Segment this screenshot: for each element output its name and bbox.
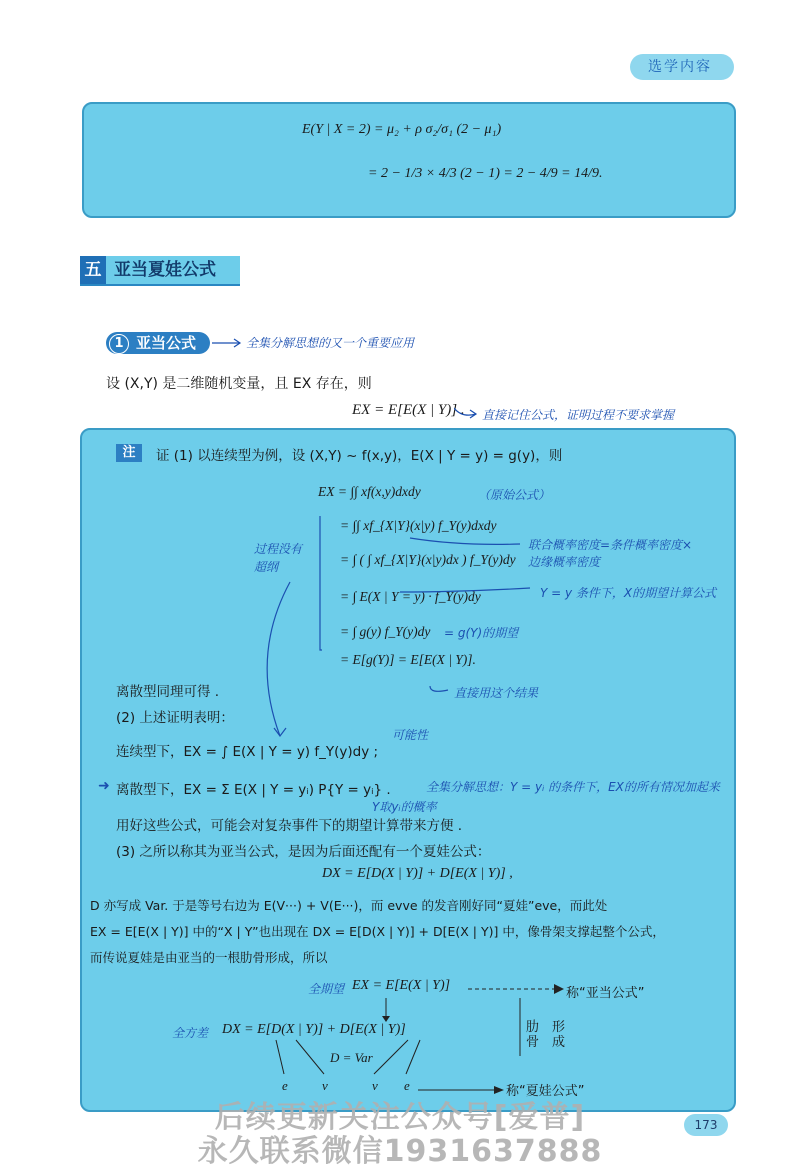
diagram-letter: v — [322, 1078, 328, 1093]
note-tag: 注 — [116, 444, 142, 462]
diagram-form: 形成 — [552, 1020, 566, 1050]
part3: (3) 之所以称其为亚当公式，是因为后面还配有一个夏娃公式： — [116, 844, 491, 860]
part2: (2) 上述证明表明： — [116, 710, 234, 726]
diagram-letter: e — [282, 1078, 288, 1093]
continuous-formula: 连续型下，EX = ∫ E(X | Y = y) f_Y(y)dy ; — [116, 744, 379, 760]
proof-line: = ∫ g(y) f_Y(y)dy — [340, 624, 431, 639]
diagram-dvar: D = Var — [330, 1050, 373, 1065]
note-mastery2: 超纲 — [254, 560, 279, 574]
note-gY: = g(Y)的期望 — [444, 626, 519, 640]
discrete-formula: 离散型下，EX = Σ E(X | Y = yᵢ) P{Y = yᵢ} . — [116, 782, 391, 798]
proof-line: = ∫∫ xf_{X|Y}(x|y) f_Y(y)dxdy — [340, 518, 497, 533]
diagram-total-exp: 全期望 — [308, 982, 345, 996]
note-joint2: 边缘概率密度 — [528, 555, 601, 569]
diagram-arrows — [250, 996, 550, 1088]
adam-formula: EX = E[E(X | Y)] . — [352, 402, 465, 418]
explain-line: D 亦写成 Var. 于是等号右边为 E(V···) + V(E···)，而 evve 的发音刚好同“夏娃”eve，而此处 — [90, 898, 608, 913]
annotation-arrows — [230, 496, 540, 746]
subsection-number: 1 — [109, 334, 129, 354]
eve-formula: DX = E[D(X | Y)] + D[E(X | Y)] , — [322, 866, 513, 881]
section-title — [80, 256, 240, 286]
note-joint: 联合概率密度=条件概率密度× — [528, 538, 693, 552]
diagram-adam-name: 称“亚当公式” — [566, 986, 645, 1001]
box1-line1: E(Y | X = 2) = μ₂ + ρ σ₂/σ₁ (2 − μ₁) — [302, 122, 502, 137]
diagram-letter: e — [404, 1078, 410, 1093]
watermark-line1: 后续更新关注公众号[爱普] — [214, 1100, 586, 1135]
example-result-box — [82, 102, 736, 218]
section-number: 五 — [80, 256, 106, 284]
subsection-title — [106, 332, 210, 354]
intro-note: 直接记住公式，证明过程不要求掌握 — [482, 408, 675, 422]
subsection-note: 全集分解思想的又一个重要应用 — [246, 336, 415, 350]
note-possible: 可能性 — [392, 728, 429, 742]
diagram-eve-formula: DX = E[D(X | Y)] + D[E(X | Y)] — [222, 1022, 406, 1037]
diagram-eve-name: 称“夏娃公式” — [506, 1084, 585, 1099]
use-text: 用好这些公式，可能会对复杂事件下的期望计算带来方便 . — [116, 818, 463, 834]
proof-line: EX = ∫∫ xf(x,y)dxdy — [318, 484, 421, 499]
intro-text: 设 (X,Y) 是二维随机变量，且 EX 存在，则 — [106, 376, 372, 392]
subsection-title-text: 亚当公式 — [136, 334, 197, 352]
note-original: （原始公式） — [478, 488, 551, 502]
proof-line: = ∫ ( ∫ xf_{X|Y}(x|y)dx ) f_Y(y)dy — [340, 552, 516, 567]
note-idea: 全集分解思想：Y = yᵢ 的条件下，EX的所有情况加起来 — [426, 780, 720, 794]
box1-line2: = 2 − 1/3 × 4/3 (2 − 1) = 2 − 4/9 = 14/9. — [368, 166, 603, 181]
note-direct: 直接用这个结果 — [454, 686, 539, 700]
note-mastery: 过程没有 — [254, 542, 303, 556]
pointer-icon: ➜ — [98, 778, 110, 794]
proof-lead: 证 (1) 以连续型为例，设 (X,Y) ~ f(x,y)，E(X | Y = y) = g(y)，则 — [156, 448, 563, 464]
section-tag: 选学内容 — [630, 54, 734, 80]
diagram-adam-formula: EX = E[E(X | Y)] — [352, 978, 451, 993]
explain-line: 而传说夏娃是由亚当的一根肋骨形成，所以 — [90, 950, 328, 965]
explain-line: EX = E[E(X | Y)] 中的“X | Y”也出现在 DX = E[D(X | Y)] + D[E(X | Y)] 中，像骨架支撑起整个公式， — [90, 924, 665, 939]
arrow-icon — [454, 406, 480, 420]
watermark-line2: 永久联系微信1931637888 — [197, 1134, 603, 1169]
diagram-total-var: 全方差 — [172, 1026, 209, 1040]
arrow-icon — [212, 336, 244, 350]
diagram-letter: v — [372, 1078, 378, 1093]
note-prob: Y取yᵢ的概率 — [372, 800, 437, 814]
proof-line: = E[g(Y)] = E[E(X | Y)]. — [340, 652, 476, 667]
note-cond: Y = y 条件下，X的期望计算公式 — [540, 586, 717, 600]
section-title-text: 亚当夏娃公式 — [114, 260, 216, 280]
proof-line: = ∫ E(X | Y = y) · f_Y(y)dy — [340, 589, 481, 604]
dashed-arrow — [468, 982, 564, 996]
page-number: 173 — [684, 1114, 728, 1136]
diagram-rib: 肋骨 — [526, 1020, 540, 1050]
discrete-ok: 离散型同理可得 . — [116, 684, 220, 700]
